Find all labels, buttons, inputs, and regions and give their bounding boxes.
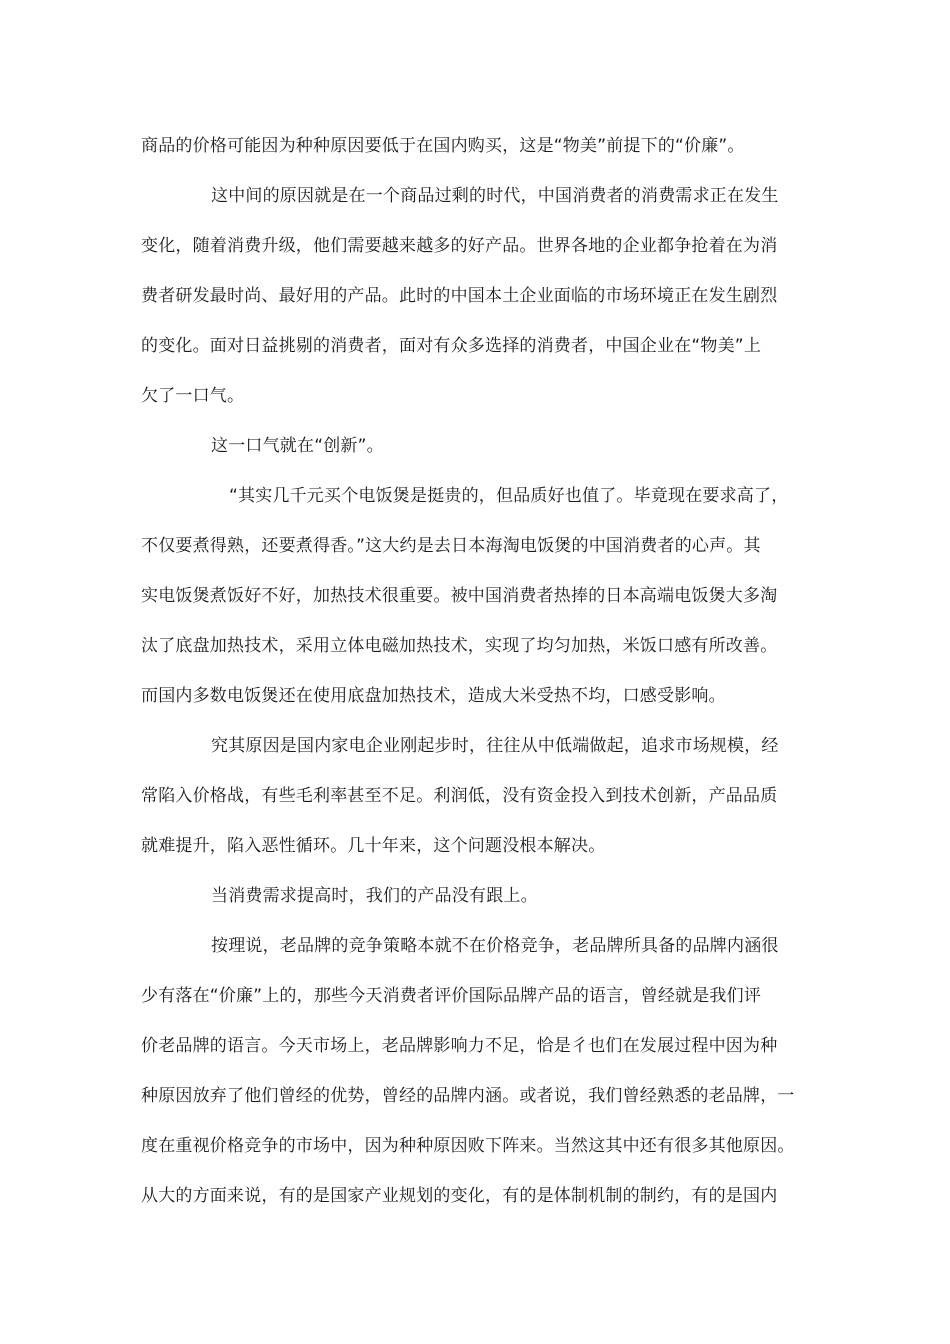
text-line: 商品的价格可能因为种种原因要低于在国内购买，这是“物美”前提下的“价廉”。 <box>141 136 745 156</box>
document-body <box>141 121 816 1221</box>
paragraph-start-line: “其实几千元买个电饭煲是挺贵的，但品质好也值了。毕竟现在要求高了， <box>229 486 789 506</box>
paragraph-start-line: 这一口气就在“创新”。 <box>211 436 384 456</box>
text-line: 少有落在“价廉”上的，那些今天消费者评价国际品牌产品的语言，曾经就是我们评 <box>141 986 762 1006</box>
text-line: 不仅要煮得熟，还要煮得香。”这大约是去日本海淘电饭煲的中国消费者的心声。其 <box>141 536 761 556</box>
paragraph-start-line: 究其原因是国内家电企业刚起步时，往往从中低端做起，追求市场规模，经 <box>211 736 779 756</box>
text-line: 常陷入价格战，有些毛利率甚至不足。利润低，没有资金投入到技术创新，产品品质 <box>141 786 778 806</box>
paragraph-start-line: 当消费需求提高时，我们的产品没有跟上。 <box>211 886 538 906</box>
paragraph-start-line: 这中间的原因就是在一个商品过剩的时代，中国消费者的消费需求正在发生 <box>211 186 779 206</box>
text-line: 种原因放弃了他们曾经的优势，曾经的品牌内涵。或者说，我们曾经熟悉的老品牌，一 <box>141 1086 795 1106</box>
text-line: 实电饭煲煮饭好不好，加热技术很重要。被中国消费者热捧的日本高端电饭煲大多淘 <box>141 586 778 606</box>
text-line: 的变化。面对日益挑剔的消费者，面对有众多选择的消费者，中国企业在“物美”上 <box>141 336 762 356</box>
text-line: 价老品牌的语言。今天市场上，老品牌影响力不足，恰是彳也们在发展过程中因为种 <box>141 1036 778 1056</box>
text-line: 欠了一口气。 <box>141 386 245 406</box>
text-line: 汰了底盘加热技术，采用立体电磁加热技术，实现了均匀加热，米饭口感有所改善。 <box>141 636 778 656</box>
text-line: 从大的方面来说，有的是国家产业规划的变化，有的是体制机制的制约，有的是国内 <box>141 1186 778 1206</box>
text-line: 费者研发最时尚、最好用的产品。此时的中国本土企业面临的市场环境正在发生剧烈 <box>141 286 778 306</box>
text-line: 而国内多数电饭煲还在使用底盘加热技术，造成大米受热不均，口感受影响。 <box>141 686 726 706</box>
text-line: 就难提升，陷入恶性循环。几十年来，这个问题没根本解决。 <box>141 836 606 856</box>
paragraph-start-line: 按理说，老品牌的竞争策略本就不在价格竞争，老品牌所具备的品牌内涵很 <box>211 936 779 956</box>
text-line: 变化，随着消费升级，他们需要越来越多的好产品。世界各地的企业都争抢着在为消 <box>141 236 778 256</box>
text-line: 度在重视价格竞争的市场中，因为种种原因败下阵来。当然这其中还有很多其他原因。 <box>141 1136 795 1156</box>
